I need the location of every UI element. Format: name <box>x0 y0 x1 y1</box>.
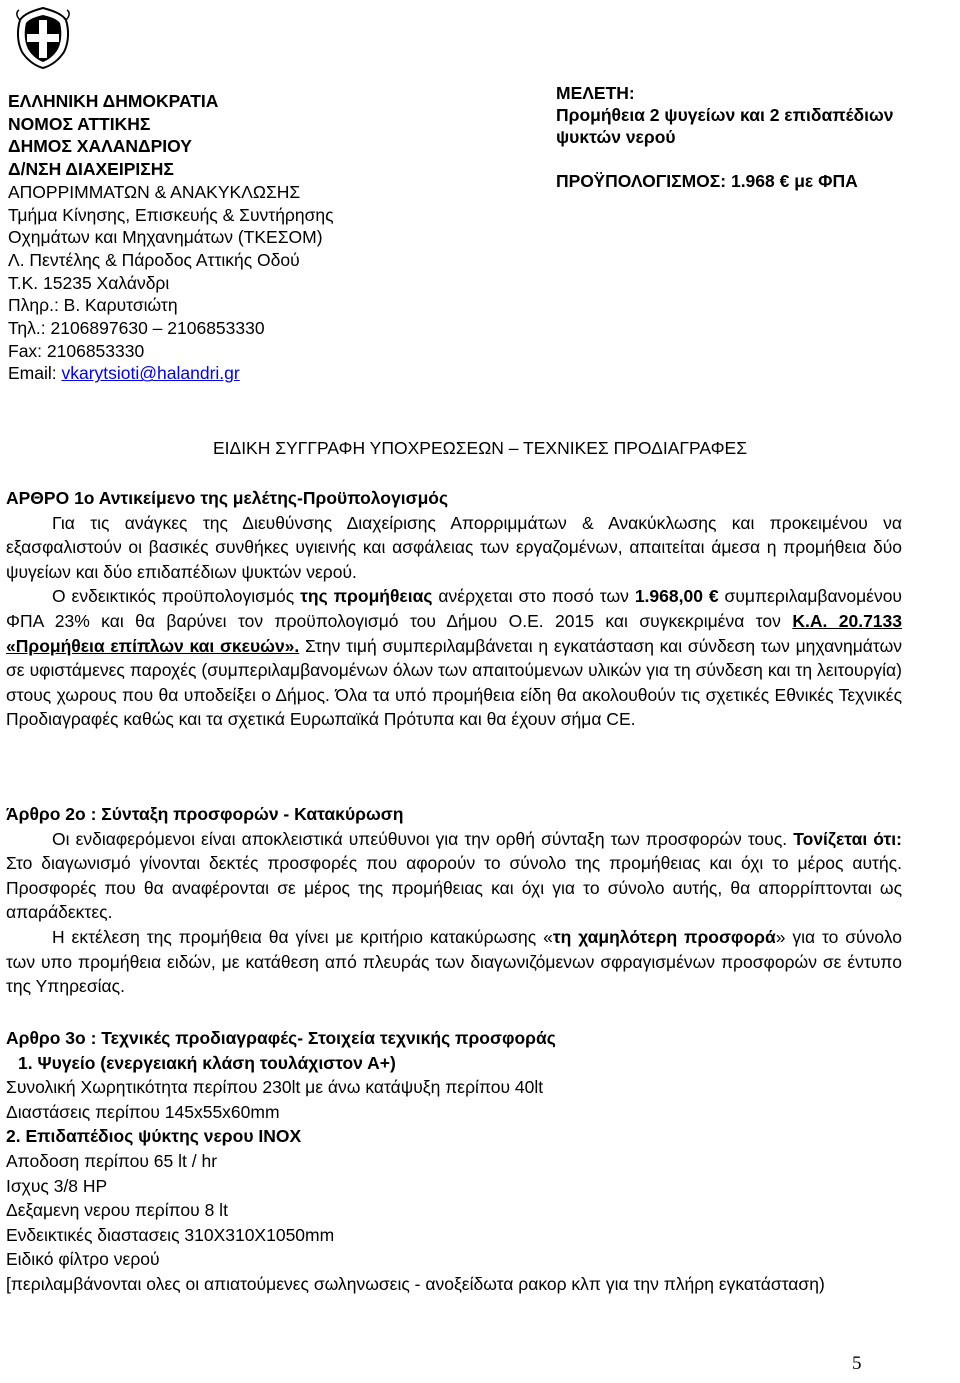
spec-item-title: 1. Ψυγείο (ενεργειακή κλάση τουλάχιστον Α+) <box>18 1052 396 1073</box>
email-link[interactable]: vkarytsioti@halandri.gr <box>61 363 240 384</box>
article-1-heading: ΑΡΘΡΟ 1ο Αντικείμενο της μελέτης-Προϋπολογισμός <box>6 488 449 508</box>
text-run: Η εκτέλεση της προμήθεια θα γίνει με κριτήριο κατακύρωσης « <box>52 926 553 947</box>
authority-header <box>8 90 528 385</box>
text-run: ανέρχεται στο ποσό των <box>432 586 635 607</box>
page-number: 5 <box>852 1353 862 1374</box>
article-1-paragraph-2 <box>6 584 902 732</box>
spec-line: [περιλαμβάνονται ολες οι απιατούμενες σωληνωσεις - ανοξείδωτα ρακορ κλπ για την πλήρη εγκατάσταση) <box>6 1273 825 1294</box>
header-line: Πληρ.: Β. Καρυτσιώτη <box>8 295 178 316</box>
header-line: Τμήμα Κίνησης, Επισκευής & Συντήρησης <box>8 204 334 225</box>
header-line: ΕΛΛΗΝΙΚΗ ΔΗΜΟΚΡΑΤΙΑ <box>8 91 219 111</box>
email-line <box>8 362 528 385</box>
header-line: Τ.Κ. 15235 Χαλάνδρι <box>8 272 170 293</box>
article-2-paragraph-2 <box>6 925 902 999</box>
email-label: Email: <box>8 363 62 384</box>
budget-code: Κ.Α. 20.7133 «Προμήθεια επίπλων και σκευών». <box>6 610 903 656</box>
text-run-bold: τη χαμηλότερη προσφορά <box>552 926 776 947</box>
article-3 <box>6 1026 906 1297</box>
article-2 <box>6 802 902 999</box>
study-title: Προμήθεια 2 ψυγείων και 2 επιδαπέδιων ψυκτών νερού <box>556 105 894 147</box>
spec-line: Ισχυς 3/8 HP <box>6 1175 108 1196</box>
text-run: Στην τιμή συμπεριλαμβάνεται η εγκατάσταση και σύνδεση των μηχανημάτων σε υφιστάμενες παροχές (συμπεριλαμβανομένων όλων των απαιτούμενων υλικών για τη σύνδεση και τη λειτουργία) στους χωρους που θα υποδείξει ο Δήμος. Όλα τα υπό προμήθεια είδη θα ακολουθούν τις σχετικές Εθνικές Τεχνικές Προδιαγραφές καθώς και τα σχετικά Ευρωπαϊκά Πρότυπα και θα έχουν σήμα CE. <box>6 635 902 730</box>
spec-line: Ειδικό φίλτρο νερού <box>6 1249 160 1270</box>
text-run: Ο ενδεικτικός προϋπολογισμός <box>52 586 301 607</box>
text-run: Οι ενδιαφερόμενοι είναι αποκλειστικά υπεύθυνοι για την ορθή σύνταξη των προσφορών τους. <box>52 828 794 849</box>
article-3-heading: Αρθρο 3ο : Τεχνικές προδιαγραφές- Στοιχεία τεχνικής προσφοράς <box>6 1028 556 1048</box>
text-run: Στο διαγωνισμό γίνονται δεκτές προσφορές που αφορούν το σύνολο της προμήθειας και όχι το μέρος αυτής. Προσφορές που θα αναφέρονται σε μέρος της προμήθειας και όχι για το σύνολο αυτής, θα απορρίπτονται ως απαράδεκτες. <box>6 853 902 923</box>
amount: 1.968,00 € <box>634 586 719 607</box>
header-line: Οχημάτων και Μηχανημάτων (ΤΚΕΣΟΜ) <box>8 227 323 248</box>
spec-line: Συνολική Χωρητικότητα περίπου 230lt με άνω κατάψυξη περίπου 40lt <box>6 1077 544 1098</box>
header-line: Λ. Πεντέλης & Πάροδος Αττικής Οδού <box>8 249 300 270</box>
spec-line: Ενδεικτικές διαστασεις 310Χ310Χ1050mm <box>6 1224 335 1245</box>
header-line: Fax: 2106853330 <box>8 340 145 361</box>
article-1-paragraph-1: Για τις ανάγκες της Διευθύνσης Διαχείρισης Απορριμμάτων & Ανακύκλωσης και προκειμένου να εξασφαλιστούν οι βασικές συνθήκες υγιεινής και ασφάλειας των εργαζομένων, απαιτείται άμεσα η προμήθεια δύο ψυγείων και δύο επιδαπέδιων ψυκτών νερού. <box>6 512 902 582</box>
text-run-bold: Τονίζεται ότι: <box>793 828 902 849</box>
budget-line: ΠΡΟΫΠΟΛΟΓΙΣΜΟΣ: 1.968 € με ΦΠΑ <box>556 171 858 191</box>
header-line: ΝΟΜΟΣ ΑΤΤΙΚΗΣ <box>8 113 151 134</box>
greek-emblem-icon <box>14 6 72 70</box>
spec-line: Δεξαμενη νερου περίπου 8 lt <box>6 1200 228 1221</box>
text-run-bold: της προμήθειας <box>300 586 433 607</box>
spec-item-title: 2. Επιδαπέδιος ψύκτης νερου INOX <box>6 1126 302 1147</box>
spec-line: Διαστάσεις περίπου 145x55x60mm <box>6 1101 280 1122</box>
text-run: συμπεριλαμβανομένου ΦΠΑ 23% και θα βαρύνει τον προϋπολογισμό του Δήμου Ο.Ε. 2015 και συγκεκριμένα τον <box>6 586 903 631</box>
header-line: ΔΗΜΟΣ ΧΑΛΑΝΔΡΙΟΥ <box>8 136 192 157</box>
header-line: Δ/ΝΣΗ ΔΙΑΧΕΙΡΙΣΗΣ <box>8 159 174 180</box>
article-1 <box>6 486 902 732</box>
article-2-paragraph-1 <box>6 827 902 925</box>
study-label: ΜΕΛΕΤΗ: <box>556 83 635 103</box>
header-line: ΑΠΟΡΡΙΜΜΑΤΩΝ & ΑΝΑΚΥΚΛΩΣΗΣ <box>8 181 301 202</box>
document-title: ΕΙΔΙΚΗ ΣΥΓΓΡΑΦΗ ΥΠΟΧΡΕΩΣΕΩΝ – ΤΕΧΝΙΚΕΣ ΠΡΟΔΙΑΓΡΑΦΕΣ <box>212 438 748 458</box>
study-header <box>556 82 960 192</box>
spec-line: Αποδοση περίπου 65 lt / hr <box>6 1150 218 1171</box>
article-2-heading: Άρθρο 2ο : Σύνταξη προσφορών - Κατακύρωση <box>6 804 404 824</box>
text-run: » για το σύνολο των υπο προμήθεια ειδών, με κατάθεση από πλευράς των διαγωνιζόμενων σφραγισμένων προσφορών σε έντυπο της Υπηρεσίας. <box>6 926 902 997</box>
header-line: Τηλ.: 2106897630 – 2106853330 <box>8 318 265 339</box>
